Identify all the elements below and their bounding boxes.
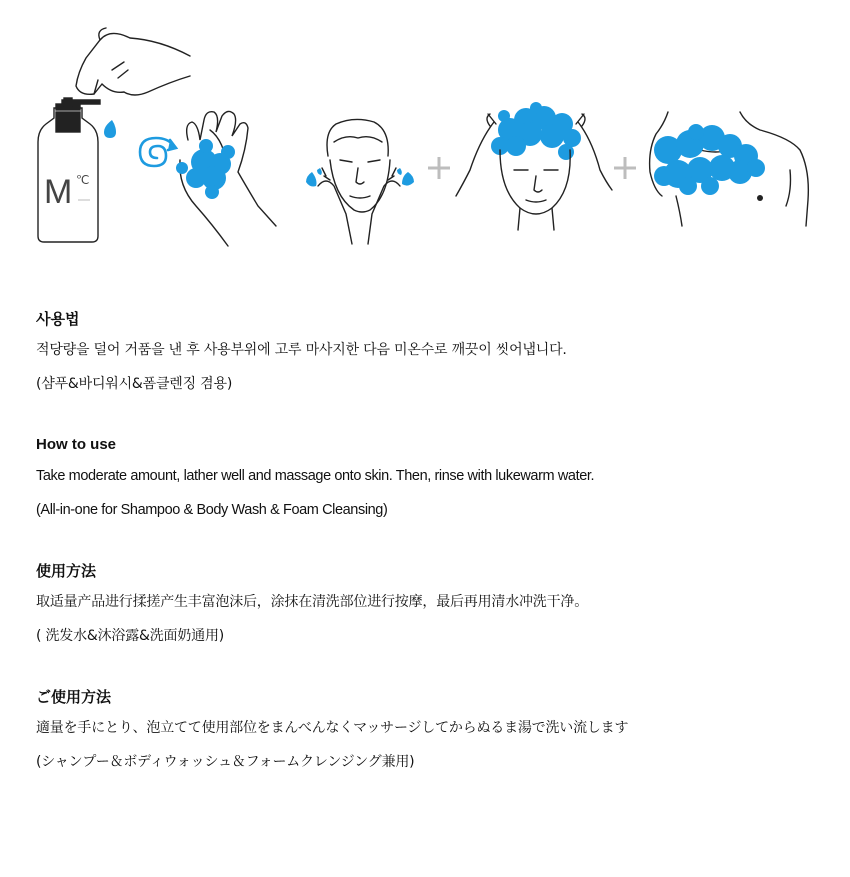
section-japanese [36,684,826,774]
plus-icon [614,157,636,179]
face-wash-icon [306,119,414,244]
hand-pump-icon [76,28,190,95]
usage-illustration [0,0,850,260]
brand-symbol: ℃ [76,173,90,187]
instruction-text: 適量を手にとり、泡立てて使用部位をまんべんなくマッサージしてからぬるま湯で洗い流します [36,720,629,736]
section-english [36,432,826,522]
section-heading: ご使用方法 [36,688,112,706]
usage-note: ( 洗发水&沐浴露&洗面奶通用) [36,628,225,644]
usage-note: (All-in-one for Shampoo & Body Wash & Foam Cleansing) [36,502,388,518]
drop-icon [104,120,116,138]
usage-instructions [36,306,826,810]
hair-wash-icon [456,102,612,230]
section-heading: 使用方法 [36,562,97,580]
section-heading: 사용법 [36,310,80,328]
instruction-text: Take moderate amount, lather well and massage onto skin. Then, rinse with lukewarm water. [36,468,595,484]
usage-note: (샴푸&바디워시&폼클렌징 겸용) [36,376,233,392]
section-chinese [36,558,826,648]
swirl-icon [140,138,176,166]
usage-note: (シャンプー＆ボディウォッシュ＆フォームクレンジング兼用) [36,754,415,770]
section-korean [36,306,826,396]
body-wash-icon [650,112,809,226]
plus-icon [428,157,450,179]
instruction-text: 적당량을 덜어 거품을 낸 후 사용부위에 고루 마사지한 다음 미온수로 깨끗이 씻어냅니다. [36,342,567,358]
section-heading: How to use [36,436,117,453]
hands-lather-icon [176,111,276,246]
bottle-icon [38,98,100,242]
brand-mark: M [44,173,73,211]
instruction-text: 取适量产品进行揉搓产生丰富泡沫后，涂抹在清洗部位进行按摩，最后再用清水冲洗干净。 [36,594,588,610]
